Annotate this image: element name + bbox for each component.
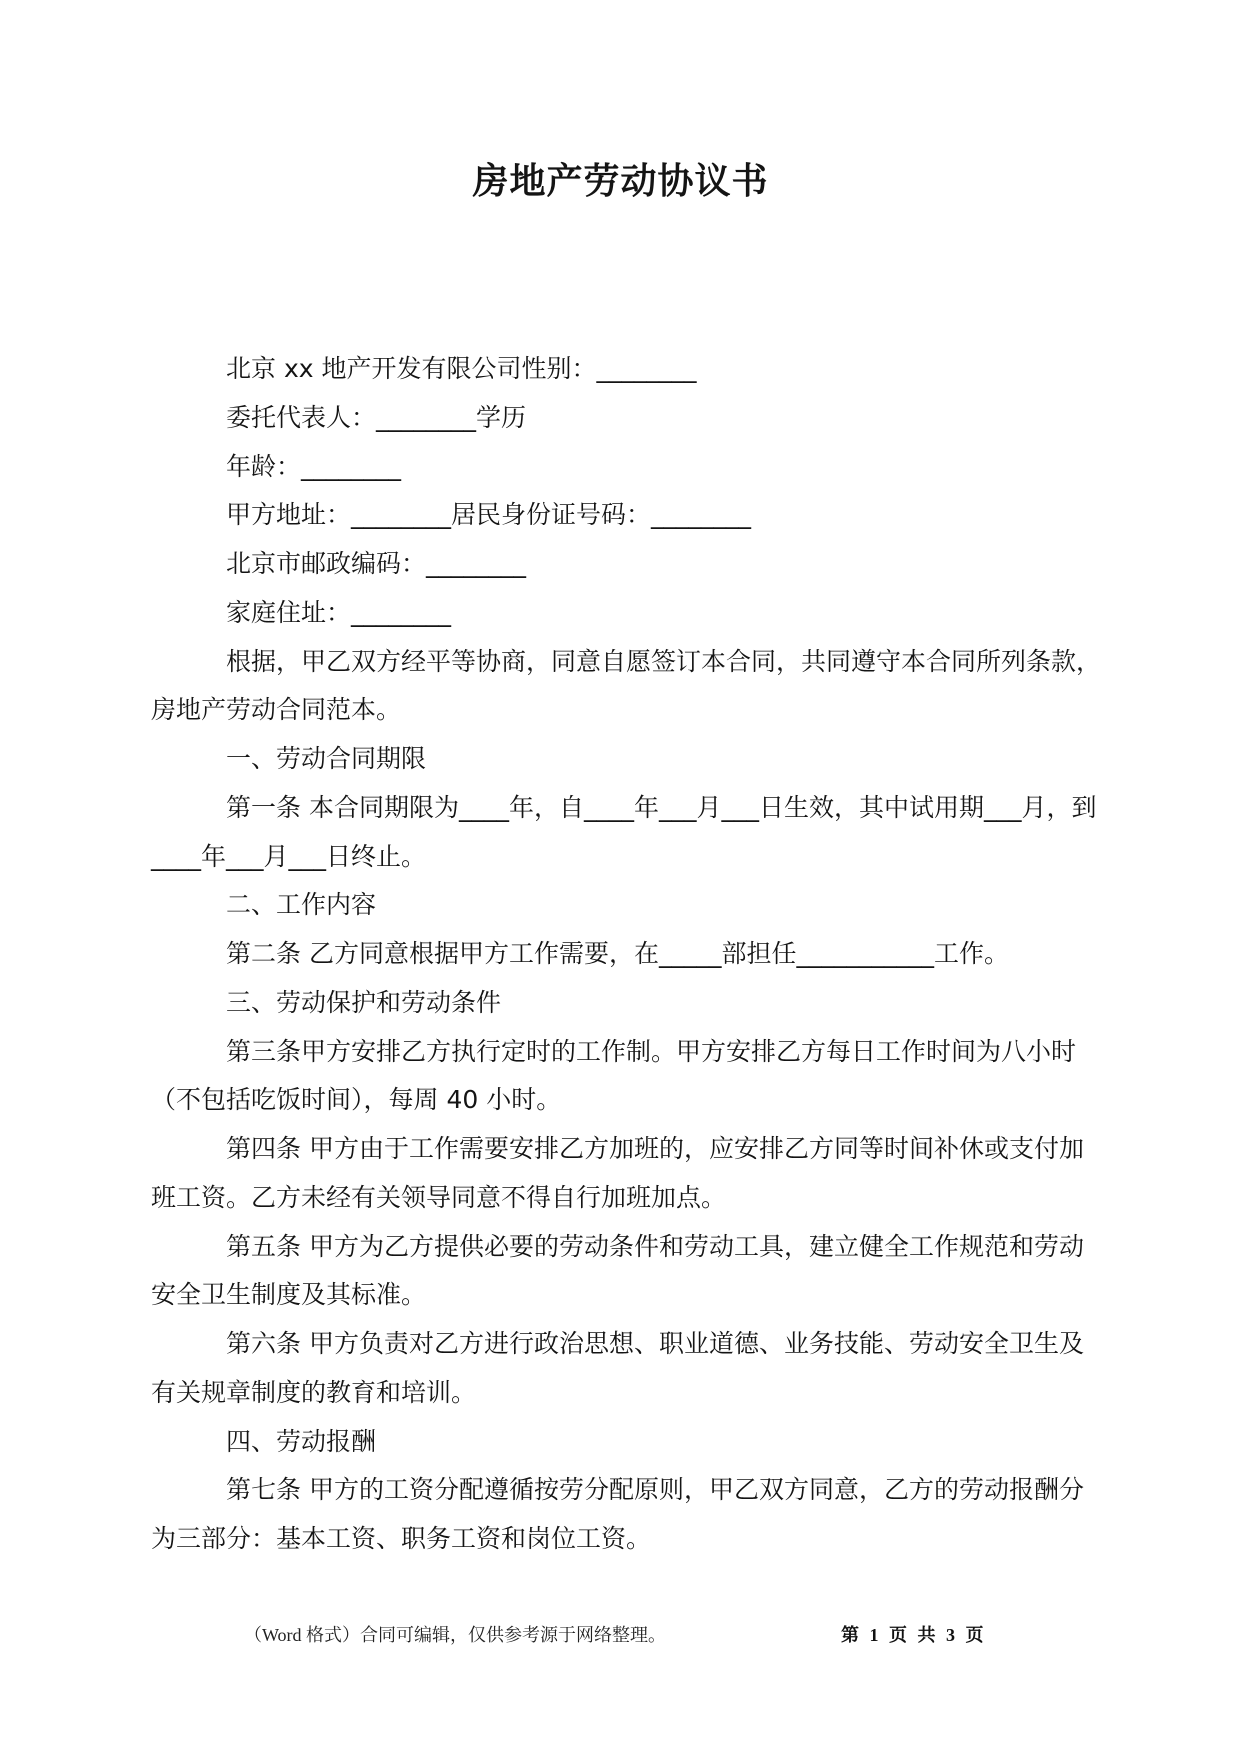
field-address-id-number <box>151 491 1151 540</box>
paragraph-line: 根据，甲乙双方经平等协商，同意自愿签订本合同，共同遵守本合同所列条款， <box>226 646 1102 676</box>
paragraph-line: 为三部分：基本工资、职务工资和岗位工资。 <box>151 1524 652 1553</box>
document-title: 房地产劳动协议书 <box>472 161 769 202</box>
paragraph-line: 北京 xx 地产开发有限公司性别：________ <box>226 354 697 383</box>
preamble-paragraph <box>151 638 1151 736</box>
paragraph-line: 房地产劳动合同范本。 <box>151 695 402 725</box>
section-heading-labor-protection <box>151 979 1151 1028</box>
section-heading-work-content <box>151 881 1151 930</box>
paragraph-line: 北京市邮政编码：________ <box>226 549 527 578</box>
footer-note: （Word 格式）合同可编辑，仅供参考源于网络整理。 <box>244 1625 667 1645</box>
paragraph-line: 第五条 甲方为乙方提供必要的劳动条件和劳动工具，建立健全工作规范和劳动 <box>226 1231 1084 1261</box>
section-heading-contract-term <box>151 735 1151 784</box>
field-company-gender <box>151 345 1151 394</box>
article-5 <box>151 1223 1151 1321</box>
field-age <box>151 443 1151 492</box>
paragraph-line: 年龄：________ <box>226 451 402 481</box>
paragraph-line: 有关规章制度的教育和培训。 <box>151 1377 477 1407</box>
paragraph-line: 第四条 甲方由于工作需要安排乙方加班的，应安排乙方同等时间补休或支付加 <box>226 1134 1084 1163</box>
article-3 <box>151 1028 1151 1126</box>
field-representative-education <box>151 394 1151 443</box>
paragraph-line: 一、劳动合同期限 <box>226 744 427 773</box>
paragraph-line: 第二条 乙方同意根据甲方工作需要，在_____部担任___________工作。 <box>226 939 1009 968</box>
page-number: 第 1 页 共 3 页 <box>841 1625 984 1645</box>
article-6 <box>151 1320 1151 1418</box>
paragraph-line: 第三条甲方安排乙方执行定时的工作制。甲方安排乙方每日工作时间为八小时 <box>226 1036 1077 1066</box>
paragraph-line: 安全卫生制度及其标准。 <box>151 1280 427 1310</box>
article-4 <box>151 1125 1151 1223</box>
paragraph-line: 家庭住址：________ <box>226 597 452 627</box>
paragraph-line: 三、劳动保护和劳动条件 <box>226 987 502 1017</box>
paragraph-line: 甲方地址：________居民身份证号码：________ <box>226 500 752 530</box>
article-1 <box>151 784 1151 882</box>
paragraph-line: （不包括吃饭时间），每周 40 小时。 <box>151 1085 562 1115</box>
paragraph-line: 第一条 本合同期限为____年，自____年___月___日生效，其中试用期___月，到 <box>226 792 1097 822</box>
paragraph-line: 班工资。乙方未经有关领导同意不得自行加班加点。 <box>151 1182 727 1212</box>
paragraph-line: 第六条 甲方负责对乙方进行政治思想、职业道德、业务技能、劳动安全卫生及 <box>226 1329 1084 1358</box>
paragraph-line: 委托代表人：________学历 <box>226 402 527 432</box>
article-7 <box>151 1466 1151 1564</box>
article-2 <box>151 930 1151 979</box>
section-heading-remuneration <box>151 1418 1151 1467</box>
paragraph-line: ____年___月___日终止。 <box>151 841 427 871</box>
document-body <box>151 345 1151 1564</box>
field-home-address <box>151 589 1151 638</box>
paragraph-line: 四、劳动报酬 <box>226 1426 377 1456</box>
paragraph-line: 第七条 甲方的工资分配遵循按劳分配原则，甲乙双方同意，乙方的劳动报酬分 <box>226 1475 1084 1505</box>
field-postal-code <box>151 540 1151 589</box>
paragraph-line: 二、工作内容 <box>226 890 377 920</box>
